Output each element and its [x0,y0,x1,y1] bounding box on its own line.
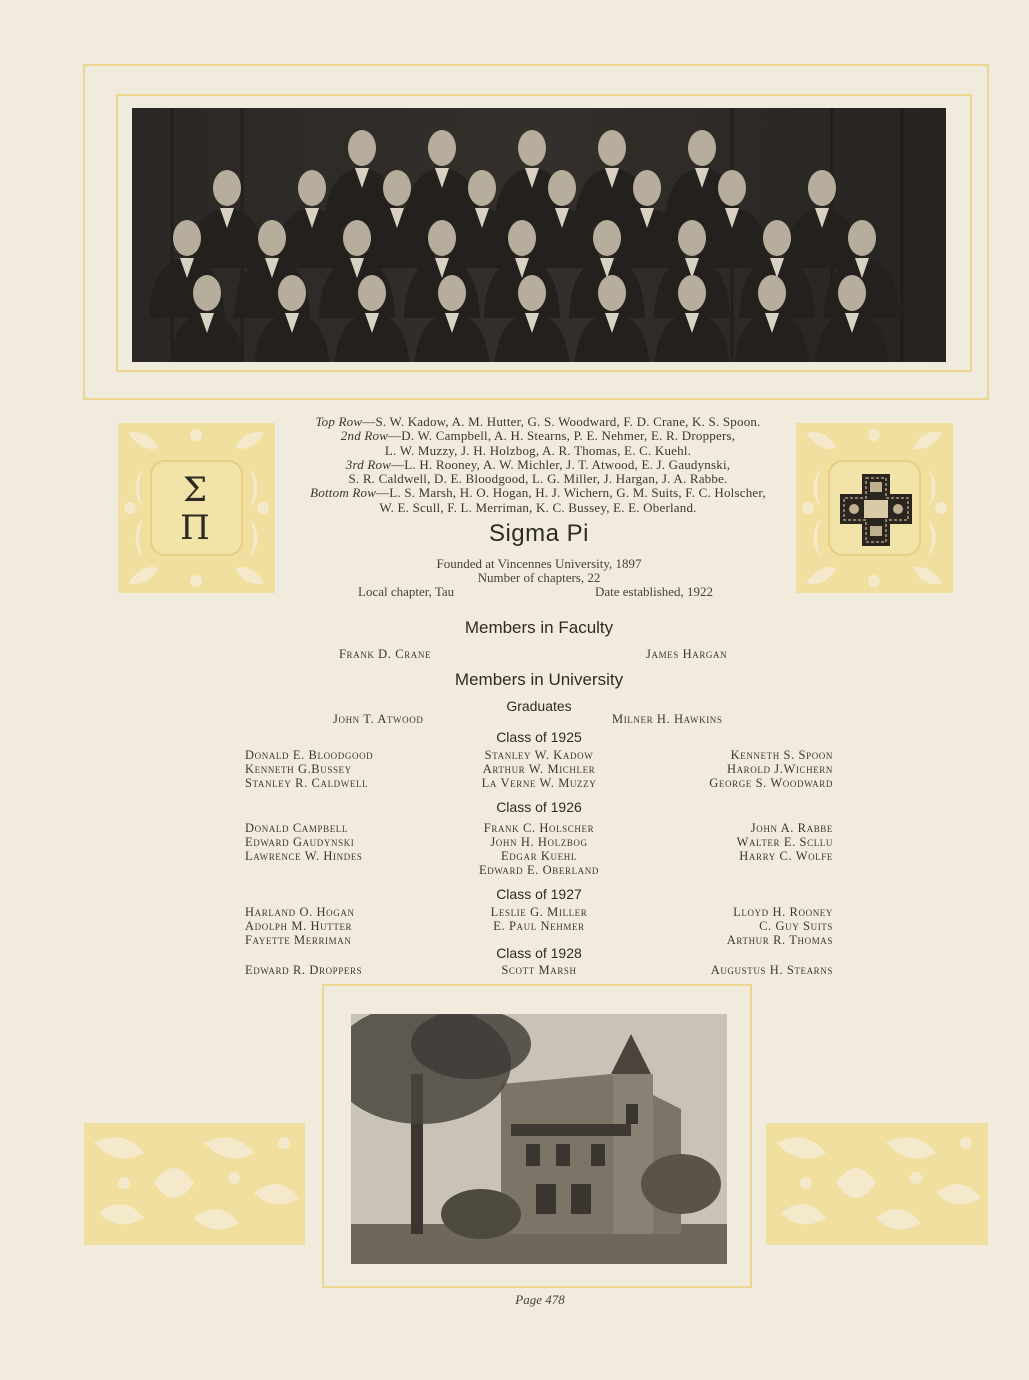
person-face [838,275,866,311]
person-face [548,170,576,206]
member-name: Harland O. Hogan [245,905,355,919]
member-name: Walter E. Scllu [736,835,833,849]
class-1925-center [439,748,639,790]
caption-row-label: Bottom Row [310,485,377,501]
member-name: Lloyd H. Rooney [733,905,833,919]
caption-row-names: —L. S. Marsh, H. O. Hogan, H. J. Wichern, G. M. Suits, F. C. Holscher, [376,485,766,501]
class-1928-center [439,963,639,977]
house-photo [351,1014,727,1264]
person-face [428,220,456,256]
person-face [598,275,626,311]
person-face [193,275,221,311]
class-1926-center [439,821,639,877]
person-face [383,170,411,206]
member-name: John H. Holzbog [490,835,588,849]
bottom-right-ornament [766,1123,988,1245]
person-face [213,170,241,206]
person-face [438,275,466,311]
member-name: Kenneth G.Bussey [245,762,352,776]
bottom-left-ornament [84,1123,305,1245]
fraternity-crest-icon [838,472,914,548]
person-face [298,170,326,206]
class-1925-left [245,748,445,790]
caption-row-1 [290,415,786,429]
member-name: Stanley R. Caldwell [245,776,369,790]
class-1925-right [633,748,833,790]
member-name: Arthur R. Thomas [726,933,833,947]
caption-row-names: —D. W. Campbell, A. H. Stearns, P. E. Nehmer, E. R. Droppers, [388,428,736,444]
caption-row-label: 2nd Row [340,428,389,444]
person-face [508,220,536,256]
caption-row-4 [290,486,786,500]
greek-letter-sigma: Σ [182,470,208,510]
member-name: Edward Gaudynski [245,835,355,849]
member-name: Edgar Kuehl [501,849,577,863]
class-1925-heading: Class of 1925 [496,729,582,745]
person-face [633,170,661,206]
date-established: Date established, 1922 [595,584,714,599]
member-name: Harry C. Wolfe [739,849,833,863]
member-name: E. Paul Nehmer [493,919,585,933]
graduate-member: John T. Atwood [333,712,424,726]
person-face [278,275,306,311]
university-heading: Members in University [454,670,624,689]
person-face [593,220,621,256]
local-chapter: Local chapter, Tau [358,584,455,599]
person-face [518,130,546,166]
person-face [468,170,496,206]
class-1927-heading: Class of 1927 [496,886,582,902]
class-1927-center [439,905,639,933]
class-1926-right [633,821,833,863]
class-1928-heading: Class of 1928 [496,945,582,961]
member-name: Augustus H. Stearns [710,963,833,977]
caption-row-3 [290,458,786,472]
member-name: Arthur W. Michler [482,762,596,776]
member-name: Harold J.Wichern [726,762,833,776]
class-1927-left [245,905,445,947]
person-face [343,220,371,256]
member-name: Frank C. Holscher [483,821,595,835]
graduates-heading: Graduates [506,698,572,714]
member-name: Leslie G. Miller [490,905,588,919]
member-name: Stanley W. Kadow [484,748,594,762]
caption-row-label: Top Row [315,414,363,429]
member-name: Kenneth S. Spoon [730,748,833,762]
member-name: La Verne W. Muzzy [481,776,597,790]
person-face [763,220,791,256]
member-name: Donald Campbell [245,821,348,835]
member-name: Donald E. Bloodgood [245,748,374,762]
person-face [518,275,546,311]
person-face [808,170,836,206]
class-1926-left [245,821,445,863]
caption-row-2-cont: L. W. Muzzy, J. H. Holzbog, A. R. Thomas, E. C. Kuehl. [384,442,692,458]
member-name: Edward E. Oberland [479,863,599,877]
person-face [848,220,876,256]
member-name: Edward R. Droppers [245,963,363,977]
caption-row-names: —S. W. Kadow, A. M. Hutter, G. S. Woodward, F. D. Crane, K. S. Spoon. [362,414,761,429]
class-1928-right [633,963,833,977]
caption-row-2 [290,429,786,443]
person-face [758,275,786,311]
greek-letter-pi: Π [180,508,210,548]
class-1928-left [245,963,445,977]
member-name: John A. Rabbe [750,821,833,835]
fraternity-title: Sigma Pi [488,520,590,547]
faculty-member: Frank D. Crane [339,647,432,661]
class-1927-right [633,905,833,947]
member-name: Adolph M. Hutter [245,919,353,933]
person-face [678,220,706,256]
caption-row-label: 3rd Row [345,456,392,472]
person-face [348,130,376,166]
person-face [718,170,746,206]
person-face [428,130,456,166]
member-name: C. Guy Suits [759,919,833,933]
person-face [688,130,716,166]
member-name: Fayette Merriman [245,933,352,947]
page-number: Page 478 [515,1292,565,1307]
caption-row-3-cont: S. R. Caldwell, D. E. Bloodgood, L. G. Miller, J. Hargan, J. A. Rabbe. [348,471,728,487]
person-face [173,220,201,256]
person-face [358,275,386,311]
graduate-member: Milner H. Hawkins [612,712,723,726]
member-name: Scott Marsh [501,963,577,977]
faculty-member: James Hargan [646,647,728,661]
class-1926-heading: Class of 1926 [496,799,582,815]
faculty-heading: Members in Faculty [464,618,614,637]
group-photo [132,108,946,362]
photo-caption [290,415,786,515]
caption-row-names: —L. H. Rooney, A. W. Michler, J. T. Atwood, E. J. Gaudynski, [391,456,731,472]
member-name: Lawrence W. Hindes [245,849,363,863]
member-name: George S. Woodward [709,776,833,790]
founded-line: Founded at Vincennes University, 1897 [436,556,642,571]
chapters-line: Number of chapters, 22 [477,570,601,585]
person-face [598,130,626,166]
person-face [258,220,286,256]
caption-row-4-cont: W. E. Scull, F. L. Merriman, K. C. Bussey, E. E. Oberland. [379,499,697,515]
person-face [678,275,706,311]
